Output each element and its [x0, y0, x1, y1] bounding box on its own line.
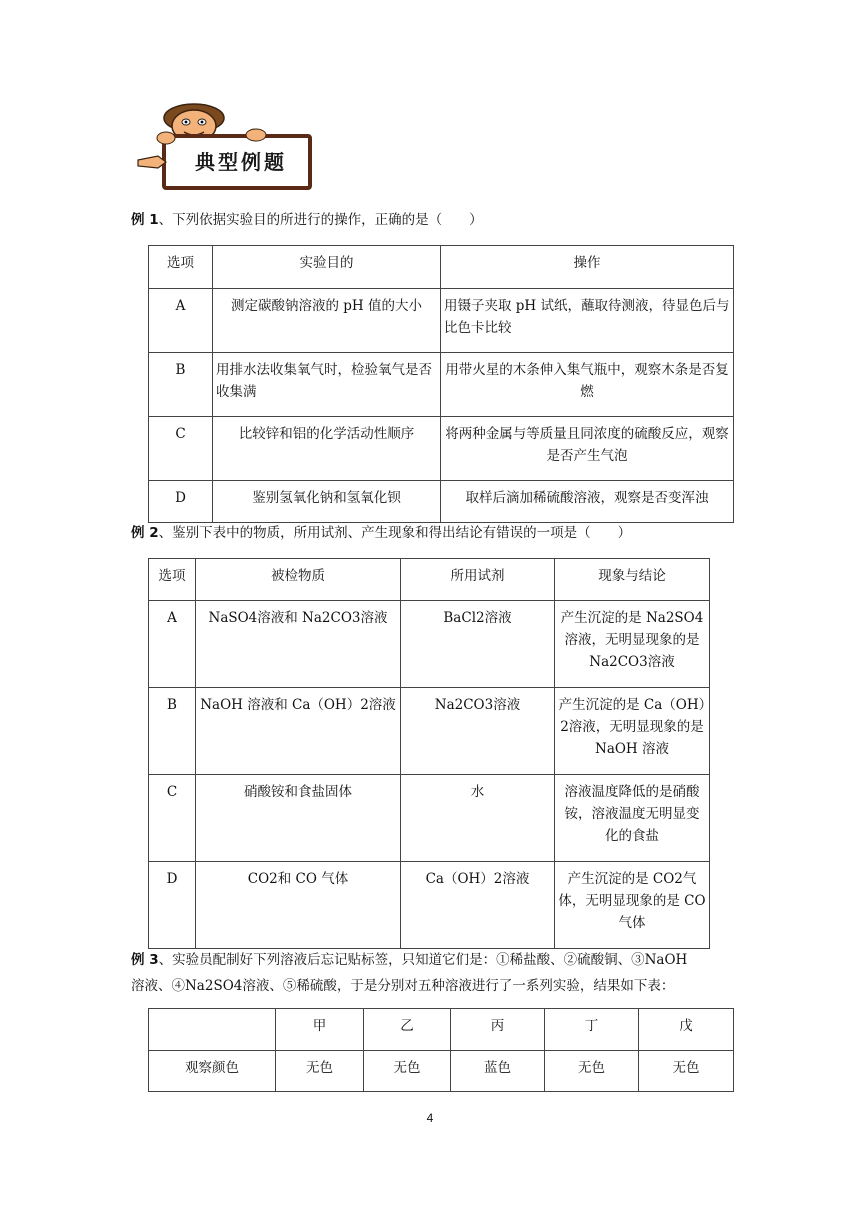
- q2-header-option: 选项: [149, 559, 196, 601]
- q1-row-c-option: C: [149, 417, 213, 481]
- q2-row-c-reagent: 水: [401, 775, 555, 862]
- question-2-text: 、鉴别下表中的物质，所用试剂、产生现象和得出结论有错误的一项是（ ）: [158, 525, 632, 541]
- q1-header-option: 选项: [149, 246, 213, 289]
- question-2-stem: [131, 522, 631, 544]
- q3-cell-wu: 无色: [639, 1051, 734, 1092]
- q1-row-b-option: B: [149, 353, 213, 417]
- question-3-text-2: 溶液、④Na2SO4溶液、⑤稀硫酸，于是分别对五种溶液进行了一系列实验，结果如下表：: [131, 978, 675, 994]
- q2-row-b-option: B: [149, 688, 196, 775]
- example-banner: [136, 102, 318, 194]
- q1-header-operation: 操作: [441, 246, 734, 289]
- q3-header-ding: 丁: [545, 1009, 639, 1051]
- question-3-text-1: 、实验员配制好下列溶液后忘记贴标签，只知道它们是：①稀盐酸、②硫酸铜、③NaOH: [158, 952, 688, 968]
- q2-row-b-result: 产生沉淀的是 Ca（OH）2溶液，无明显现象的是 NaOH 溶液: [555, 688, 710, 775]
- q1-row-c-goal: 比较锌和铝的化学活动性顺序: [213, 417, 441, 481]
- question-3-stem-line-1: [131, 949, 687, 971]
- q1-row-d-goal: 鉴别氢氧化钠和氢氧化钡: [213, 481, 441, 523]
- q2-row-a-option: A: [149, 601, 196, 688]
- question-1-table: [148, 245, 734, 523]
- q3-cell-ding: 无色: [545, 1051, 639, 1092]
- q2-row-d-result: 产生沉淀的是 CO2气体，无明显现象的是 CO 气体: [555, 862, 710, 949]
- question-3-table: [148, 1008, 734, 1092]
- q2-row-a-reagent: BaCl2溶液: [401, 601, 555, 688]
- q3-header-blank: [149, 1009, 276, 1051]
- q2-row-c-option: C: [149, 775, 196, 862]
- question-2-label: 例 2: [131, 525, 159, 541]
- q2-row-a-substance: NaSO4溶液和 Na2CO3溶液: [196, 601, 401, 688]
- q2-header-result: 现象与结论: [555, 559, 710, 601]
- question-1-label: 例 1: [131, 212, 159, 228]
- question-2-table: [148, 558, 710, 949]
- q3-row-label: 观察颜色: [149, 1051, 276, 1092]
- q2-row-c-result: 溶液温度降低的是硝酸铵，溶液温度无明显变化的食盐: [555, 775, 710, 862]
- q3-header-yi: 乙: [364, 1009, 451, 1051]
- q2-row-c-substance: 硝酸铵和食盐固体: [196, 775, 401, 862]
- page-number: 4: [426, 1111, 434, 1125]
- question-1-stem: [131, 209, 483, 231]
- q1-row-d-option: D: [149, 481, 213, 523]
- q3-cell-jia: 无色: [276, 1051, 364, 1092]
- q1-row-d-operation: 取样后滴加稀硫酸溶液，观察是否变浑浊: [441, 481, 734, 523]
- q2-row-a-result: 产生沉淀的是 Na2SO4溶液，无明显现象的是 Na2CO3溶液: [555, 601, 710, 688]
- question-3-stem-line-2: [131, 975, 674, 997]
- q3-cell-bing: 蓝色: [451, 1051, 545, 1092]
- q2-header-reagent: 所用试剂: [401, 559, 555, 601]
- q1-row-a-operation: 用镊子夹取 pH 试纸，蘸取待测液，待显色后与比色卡比较: [441, 289, 734, 353]
- q1-row-a-option: A: [149, 289, 213, 353]
- q1-header-goal: 实验目的: [213, 246, 441, 289]
- q2-header-substance: 被检物质: [196, 559, 401, 601]
- q2-row-b-substance: NaOH 溶液和 Ca（OH）2溶液: [196, 688, 401, 775]
- q2-row-b-reagent: Na2CO3溶液: [401, 688, 555, 775]
- question-1-text: 、下列依据实验目的所进行的操作，正确的是（ ）: [158, 212, 483, 228]
- q3-header-jia: 甲: [276, 1009, 364, 1051]
- q1-row-c-operation: 将两种金属与等质量且同浓度的硫酸反应，观察是否产生气泡: [441, 417, 734, 481]
- q1-row-a-goal: 测定碳酸钠溶液的 pH 值的大小: [213, 289, 441, 353]
- q2-row-d-reagent: Ca（OH）2溶液: [401, 862, 555, 949]
- question-3-label: 例 3: [131, 952, 159, 968]
- q3-header-wu: 戊: [639, 1009, 734, 1051]
- q2-row-d-substance: CO2和 CO 气体: [196, 862, 401, 949]
- q1-row-b-operation: 用带火星的木条伸入集气瓶中，观察木条是否复燃: [441, 353, 734, 417]
- q2-row-d-option: D: [149, 862, 196, 949]
- q3-cell-yi: 无色: [364, 1051, 451, 1092]
- q3-header-bing: 丙: [451, 1009, 545, 1051]
- q1-row-b-goal: 用排水法收集氧气时，检验氧气是否收集满: [213, 353, 441, 417]
- banner-title: 典型例题: [195, 150, 287, 174]
